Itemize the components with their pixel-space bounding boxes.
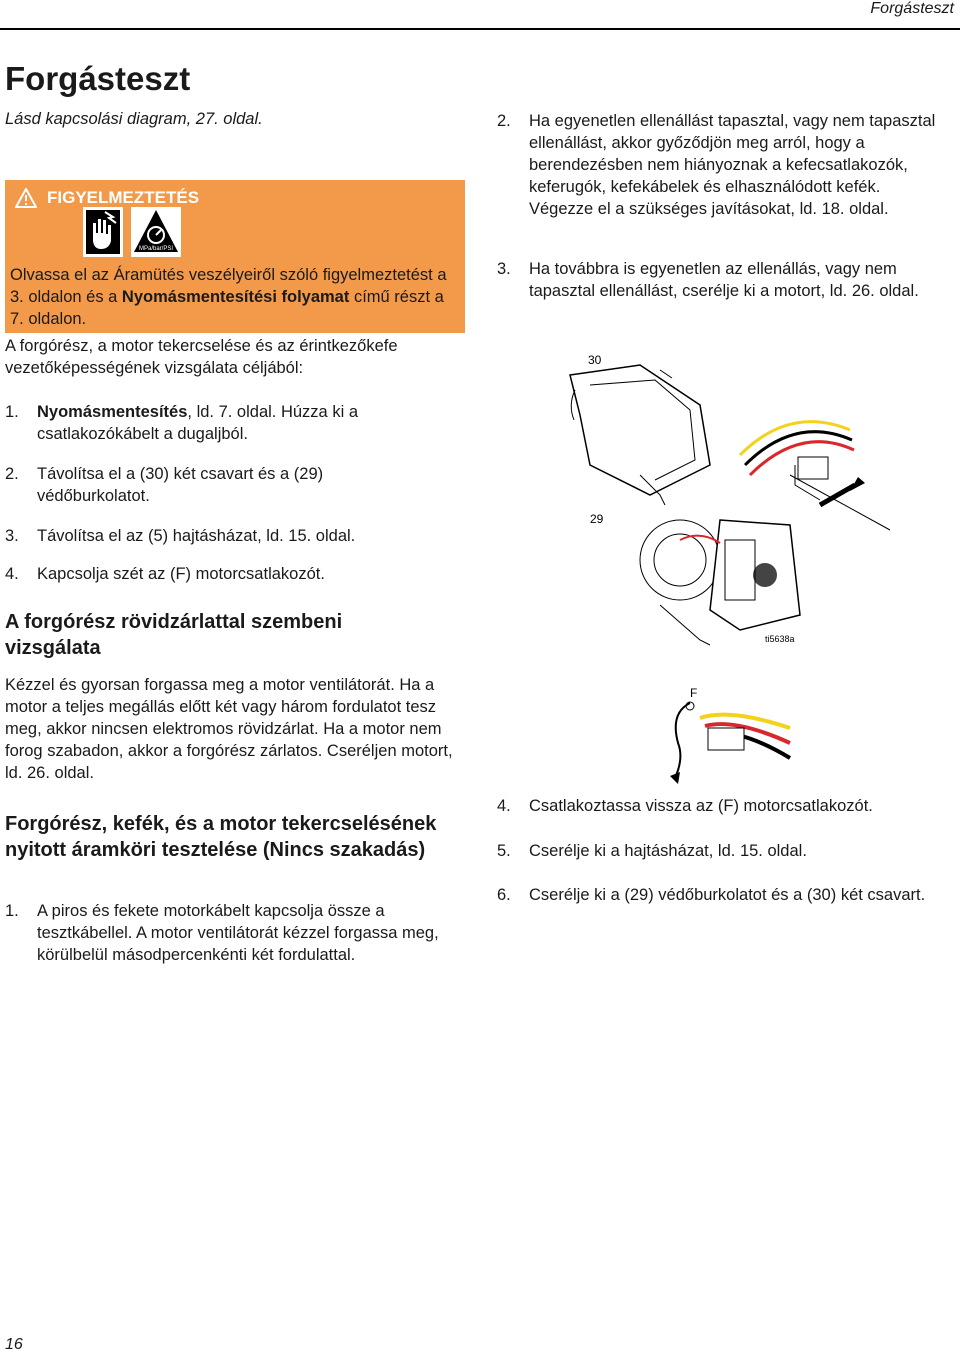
warning-header [15, 188, 199, 208]
see-also-reference: Lásd kapcsolási diagram, 27. oldal. [5, 110, 263, 128]
step-right-3: 3. Ha továbbra is egyenetlen az ellenállás, vagy nem tapasztal ellenállást, cserélje ki a motort, ld. 26. oldal. [497, 260, 919, 300]
figure-label-f: F [690, 688, 698, 700]
step-right-6: 6. Cserélje ki a (29) védőburkolatot és a (30) két csavart. [497, 886, 926, 904]
warning-box [5, 180, 465, 333]
pressure-hazard-icon [131, 207, 181, 257]
figure-label-29: 29 [590, 512, 604, 526]
step-right-2: 2. Ha egyenetlen ellenállást tapasztal, vagy nem tapasztal ellenállást, akkor győződjön meg arról, hogy a berendezésben nem hiányoznak a kefecsatlakozók, keferugók, kefekábelek és elhasználódott kefék. Végezze el a szükséges javításokat, ld. 18. oldal. [497, 112, 936, 218]
figure-label-30: 30 [588, 353, 602, 367]
warning-text: Olvassa el az Áramütés veszélyeiről szóló figyelmeztetést a 3. oldalon és a Nyomásmentesítési folyamat című részt a 7. oldalon. [10, 266, 447, 328]
motor-assembly-drawing [560, 345, 890, 665]
page-title: Forgásteszt [5, 60, 191, 97]
section-heading-open-circuit: Forgórész, kefék, és a motor tekercselésének nyitott áramköri tesztelése (Nincs szakadás) [5, 813, 437, 861]
warning-symbols [83, 207, 181, 257]
warning-bold-link: Nyomásmentesítési folyamat [121, 288, 350, 306]
warning-triangle-icon [15, 188, 37, 208]
intro-text: A forgórész, a motor tekercselése és az érintkezőkefe vezetőképességének vizsgálata céljából: [5, 337, 398, 377]
step-right-4: 4. Csatlakoztassa vissza az (F) motorcsatlakozót. [497, 797, 873, 815]
electric-shock-icon [83, 207, 123, 257]
motor-assembly-figure [560, 345, 890, 665]
figure-ref: ti5638a [765, 634, 795, 644]
page-number: 16 [5, 1336, 23, 1353]
header-rule [0, 28, 960, 30]
pressure-icon-text: MPa/bar/PSI [138, 246, 174, 252]
running-header-title: Forgásteszt [870, 0, 954, 17]
section-heading-short-circuit: A forgórész rövidzárlattal szembeni vizsgálata [5, 611, 343, 659]
step-2: 2. Távolítsa el a (30) két csavart és a (29) védőburkolatot. [5, 465, 324, 505]
step-4: 4. Kapcsolja szét az (F) motorcsatlakozót. [5, 565, 325, 583]
connector-drawing [650, 688, 800, 798]
step-3: 3. Távolítsa el az (5) hajtásházat, ld. 15. oldal. [5, 527, 356, 545]
warning-label: FIGYELMEZTETÉS [47, 188, 200, 207]
step-1: 1. Nyomásmentesítés, ld. 7. oldal. Húzza ki a csatlakozókábelt a dugaljból. [5, 403, 358, 443]
connector-figure [650, 688, 800, 798]
step-right-5: 5. Cserélje ki a hajtásházat, ld. 15. oldal. [497, 842, 807, 860]
open-circuit-step-1: 1. A piros és fekete motorkábelt kapcsolja össze a tesztkábellel. A motor ventilátorát kézzel forgassa meg, körülbelül másodpercenkénti két fordulattal. [5, 902, 439, 964]
section-short-circuit-body: Kézzel és gyorsan forgassa meg a motor ventilátorát. Ha a motor a teljes megállás előtt két vagy három fordulatot tesz meg, akkor nincsen elektromos rövidzárlat. Ha a motor nem forog szabadon, akkor a forgórész zárlatos. Cseréljen motort, ld. 26. oldal. [5, 676, 453, 782]
